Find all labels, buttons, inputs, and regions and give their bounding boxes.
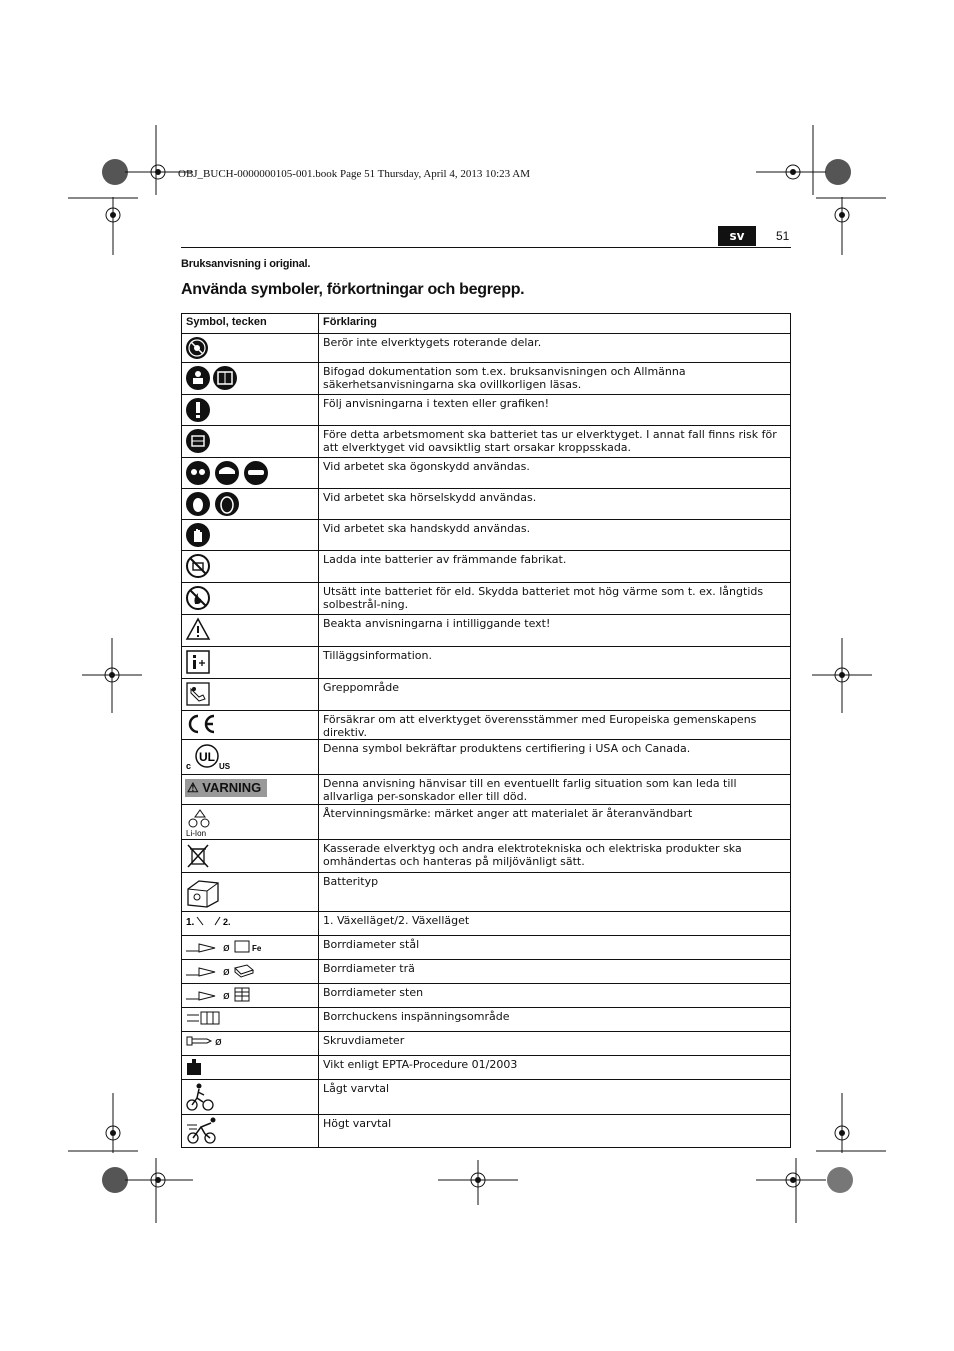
low-speed-bike-icon: [185, 1082, 215, 1112]
table-row: [182, 1080, 791, 1115]
row-explanation: Högt varvtal: [319, 1115, 791, 1148]
ul-c-label: c: [186, 761, 192, 771]
column-header-explanation: Förklaring: [319, 314, 791, 334]
grip-area-icon: [185, 681, 211, 707]
table-row: [182, 1056, 791, 1080]
row-explanation: Skruvdiameter: [319, 1032, 791, 1056]
drill-steel-icon: [185, 938, 265, 954]
diameter-label: ø: [223, 989, 230, 1002]
remove-battery-icon: [185, 428, 211, 454]
table-row: [182, 740, 791, 775]
row-explanation: Vid arbetet ska handskydd användas.: [319, 520, 791, 551]
row-explanation: Berör inte elverktygets roterande delar.: [319, 334, 791, 363]
gear-1-label: 1.: [186, 917, 195, 928]
table-row: [182, 840, 791, 873]
gear-2-label: 2.: [223, 917, 231, 927]
table-row: [182, 615, 791, 647]
row-explanation: Beakta anvisningarna i intilliggande text!: [319, 615, 791, 647]
warning-triangle-icon: [185, 617, 211, 641]
table-row: [182, 647, 791, 679]
row-explanation: Följ anvisningarna i texten eller grafiken!: [319, 395, 791, 426]
table-row: [182, 334, 791, 363]
table-row: [182, 1115, 791, 1148]
ear-protection-icon: [185, 491, 241, 517]
fe-label: Fe: [252, 944, 262, 953]
exclamation-icon: [185, 397, 211, 423]
header-rule: [181, 247, 791, 248]
table-row: [182, 363, 791, 395]
row-explanation: Borrdiameter stål: [319, 936, 791, 960]
row-explanation: Vid arbetet ska ögonskydd användas.: [319, 458, 791, 489]
table-header-row: [182, 314, 791, 334]
read-manual-icon: [185, 365, 239, 391]
print-header: OBJ_BUCH-0000000105-001.book Page 51 Thursday, April 4, 2013 10:23 AM: [178, 168, 530, 180]
ul-mark-icon: [185, 742, 233, 772]
row-explanation: Denna symbol bekräftar produktens certifiering i USA och Canada.: [319, 740, 791, 775]
weight-icon: [185, 1058, 203, 1076]
drill-wood-icon: [185, 962, 257, 978]
no-foreign-battery-icon: [185, 553, 211, 579]
screw-diameter-icon: [185, 1034, 227, 1048]
row-explanation: Borrdiameter sten: [319, 984, 791, 1008]
no-fire-battery-icon: [185, 585, 211, 611]
table-row: [182, 395, 791, 426]
subtitle: Bruksanvisning i original.: [181, 258, 311, 270]
row-explanation: Återvinningsmärke: märket anger att materialet är återanvändbart: [319, 805, 791, 840]
page-number: 51: [776, 229, 790, 243]
row-explanation: Vid arbetet ska hörselskydd användas.: [319, 489, 791, 520]
table-row: [182, 489, 791, 520]
li-ion-label: Li-Ion: [186, 829, 207, 837]
drill-stone-icon: [185, 986, 257, 1002]
table-row: [182, 426, 791, 458]
table-row: [182, 984, 791, 1008]
weee-bin-icon: [185, 842, 211, 870]
varning-label-icon: ⚠ VARNING: [185, 779, 267, 797]
row-explanation: Vikt enligt EPTA-Procedure 01/2003: [319, 1056, 791, 1080]
diameter-label: ø: [223, 941, 230, 954]
row-explanation: 1. Växelläget/2. Växelläget: [319, 912, 791, 936]
row-explanation: Denna anvisning hänvisar till en eventuellt farlig situation som kan leda till allvarliga per-sonskador eller till död.: [319, 775, 791, 805]
table-row: [182, 960, 791, 984]
ul-us-label: US: [219, 762, 231, 771]
table-row: [182, 805, 791, 840]
battery-type-icon: [185, 875, 221, 909]
row-explanation: Kasserade elverktyg och andra elektrotekniska och elektriska produkter ska omhändertas och hanteras på miljövänligt sätt.: [319, 840, 791, 873]
row-explanation: Före detta arbetsmoment ska batteriet tas ur elverktyget. I annat fall finns risk för att elverktyget vid oavsiktlig start orsakar kroppsskada.: [319, 426, 791, 458]
eye-protection-icon: [185, 460, 269, 486]
ul-label: UL: [199, 750, 215, 764]
row-explanation: Utsätt inte batteriet för eld. Skydda batteriet mot hög värme som t. ex. långtids solbestrål-ning.: [319, 583, 791, 615]
symbol-table: [181, 313, 791, 1148]
diameter-label: ø: [215, 1035, 222, 1048]
table-row: [182, 912, 791, 936]
registration-mark-mid-left: [82, 638, 142, 713]
no-touch-rotating-icon: [185, 336, 209, 360]
table-row: [182, 873, 791, 912]
table-row: [182, 711, 791, 740]
high-speed-bike-icon: [185, 1117, 219, 1145]
glove-icon: [185, 522, 211, 548]
table-row: [182, 936, 791, 960]
row-explanation: Batterityp: [319, 873, 791, 912]
chuck-range-icon: [185, 1010, 225, 1026]
section-title: Använda symboler, förkortningar och begrepp.: [181, 281, 525, 298]
row-explanation: Tilläggsinformation.: [319, 647, 791, 679]
table-row: [182, 1032, 791, 1056]
row-explanation: Greppområde: [319, 679, 791, 711]
table-row: [182, 583, 791, 615]
info-icon: [185, 649, 211, 675]
registration-mark-mid-right: [812, 638, 872, 713]
row-explanation: Bifogad dokumentation som t.ex. bruksanvisningen och Allmänna säkerhetsanvisningarna ska ovillkorligen läsas.: [319, 363, 791, 395]
diameter-label: ø: [223, 965, 230, 978]
row-explanation: Försäkrar om att elverktyget överensstämmer med Europeiska gemenskapens direktiv.: [319, 711, 791, 740]
column-header-symbol: Symbol, tecken: [182, 314, 319, 334]
ce-mark-icon: [185, 713, 217, 735]
row-explanation: Ladda inte batterier av främmande fabrikat.: [319, 551, 791, 583]
row-explanation: Borrchuckens inspänningsområde: [319, 1008, 791, 1032]
row-explanation: Lågt varvtal: [319, 1080, 791, 1115]
registration-mark-bottom-center: [438, 1160, 518, 1205]
table-row: [182, 520, 791, 551]
language-badge: sv: [718, 226, 756, 246]
table-row: [182, 679, 791, 711]
table-row: [182, 775, 791, 805]
gear-switch-icon: [185, 914, 239, 928]
table-row: [182, 1008, 791, 1032]
varning-label: VARNING: [202, 780, 262, 795]
registration-mark-top-left: [68, 125, 208, 260]
row-explanation: Borrdiameter trä: [319, 960, 791, 984]
table-row: [182, 551, 791, 583]
recycling-icon: [185, 807, 215, 837]
table-row: [182, 458, 791, 489]
